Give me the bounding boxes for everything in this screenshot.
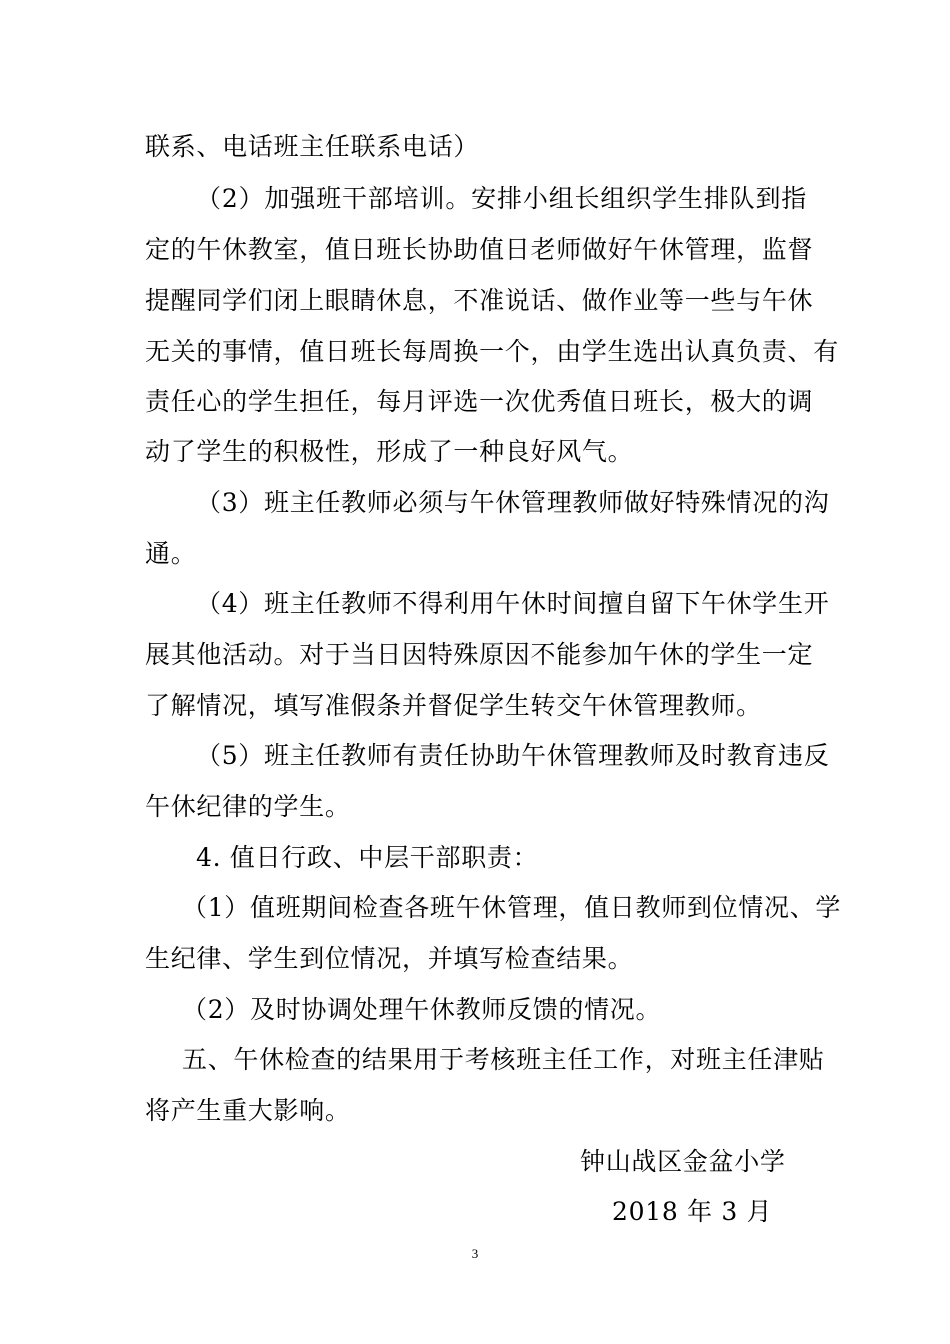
text-line: （5）班主任教师有责任协助午休管理教师及时教育违反 [196, 741, 830, 770]
text-line: 提醒同学们闭上眼睛休息，不准说话、做作业等一些与午休 [145, 286, 814, 315]
signature-organization: 钟山战区金盆小学 [580, 1147, 786, 1176]
text-line: 联系、电话班主任联系电话） [145, 132, 480, 161]
section-heading: 4. 值日行政、中层干部职责： [196, 843, 539, 872]
text-line: （2）加强班干部培训。安排小组长组织学生排队到指 [196, 184, 807, 213]
text-line: （1）值班期间检查各班午休管理，值日教师到位情况、学 [182, 893, 842, 922]
text-line: 生纪律、学生到位情况，并填写检查结果。 [145, 944, 634, 973]
text-line: （4）班主任教师不得利用午休时间擅自留下午休学生开 [196, 589, 830, 618]
text-line: 责任心的学生担任，每月评选一次优秀值日班长，极大的调 [145, 387, 814, 416]
text-line: 无关的事情，值日班长每周换一个，由学生选出认真负责、有 [145, 337, 839, 366]
signature-date: 2018 年 3 月 [612, 1197, 773, 1226]
text-line: 将产生重大影响。 [145, 1096, 351, 1125]
text-line: （3）班主任教师必须与午休管理教师做好特殊情况的沟 [196, 488, 830, 517]
text-line: 展其他活动。对于当日因特殊原因不能参加午休的学生一定 [145, 640, 814, 669]
page-number: 3 [471, 1246, 479, 1261]
text-line: 定的午休教室，值日班长协助值日老师做好午休管理，监督 [145, 235, 814, 264]
text-line: 了解情况，填写准假条并督促学生转交午休管理教师。 [145, 691, 762, 720]
text-line: 五、午休检查的结果用于考核班主任工作，对班主任津贴 [182, 1045, 825, 1074]
text-line: 通。 [145, 539, 197, 568]
text-line: （2）及时协调处理午休教师反馈的情况。 [182, 995, 662, 1024]
text-line: 动了学生的积极性，形成了一种良好风气。 [145, 437, 634, 466]
text-line: 午休纪律的学生。 [145, 792, 351, 821]
